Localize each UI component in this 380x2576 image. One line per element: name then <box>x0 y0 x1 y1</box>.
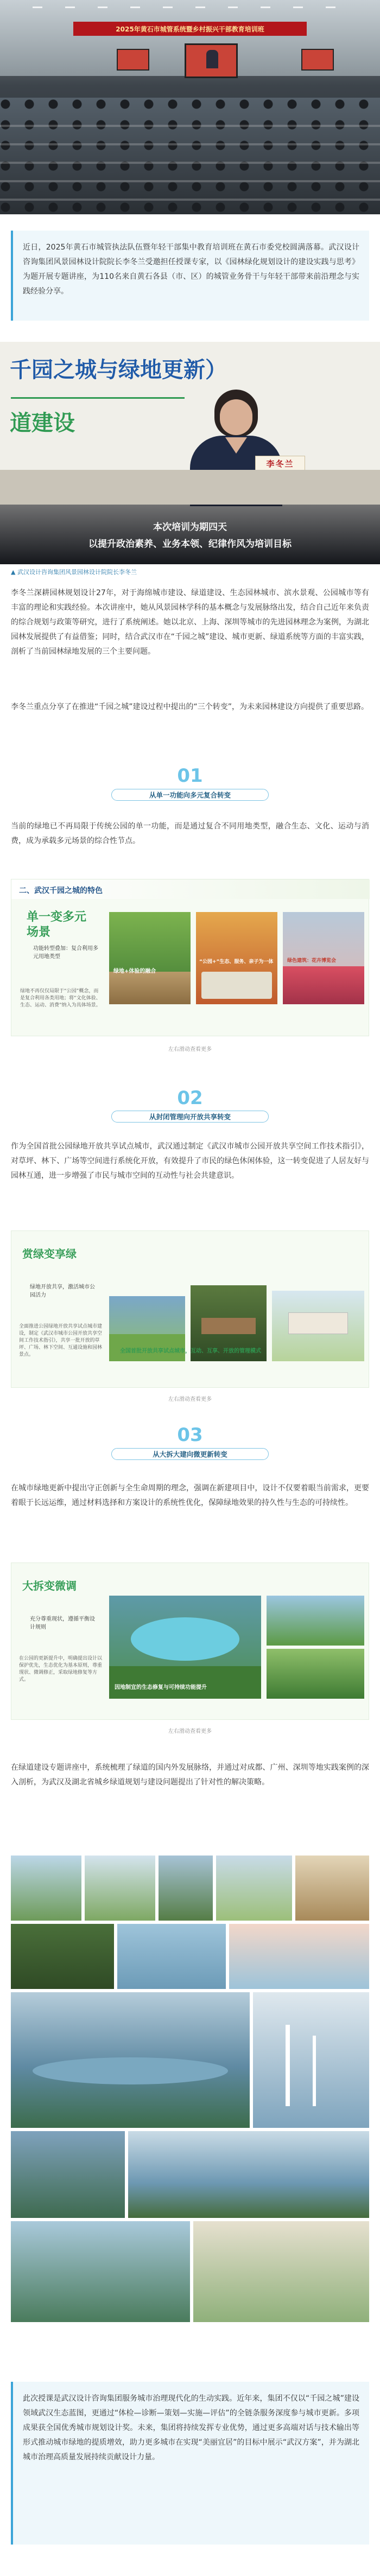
section-03-caption: 左右滑动查看更多 <box>168 1729 212 1735</box>
collage-photo-9 <box>11 1992 250 2128</box>
slide-02-sub: 绿地开放共享，激活城市公园活力 <box>30 1284 95 1298</box>
collage-photo-1 <box>11 1856 81 1921</box>
section-02-caption: 左右滑动查看更多 <box>168 1397 212 1402</box>
hero-caption-band <box>0 505 380 564</box>
meeting-photo <box>0 0 380 214</box>
slide-01-photo-3 <box>283 912 364 1004</box>
section-03-text: 在城市绿地更新中提出守正创新与全生命周期的理念，强调在新建项目中，设计不仅要着眼当前需求，更要着眼于长远运维，通过材料选择和方案设计的系统性优化，保障绿地效果的持久性与生态的可持续性。 <box>11 1484 369 1507</box>
slide-02-photo-3 <box>272 1291 364 1361</box>
nameplate <box>255 456 305 471</box>
slide-02-note: 全面推进公园绿地开放共享试点城市建设，制定《武汉市城市公园开放共享空间工作技术指引》，共享一批开放的草坪、广场、林下空间、互通设施和园林景点。 <box>19 1324 103 1357</box>
section-number: 03 <box>177 1424 203 1446</box>
section-03-title: 从大拆大建向微更新转变 <box>153 1450 227 1458</box>
meeting-banner-text: 2025年黄石市城管系统暨乡村振兴干部教育培训班 <box>116 25 264 33</box>
slide-01-note: 绿地不再仅仅局限于“公园”概念，而是复合利用各类用地；将“文化体验、生态、运动、消费”纳入为具体场景。 <box>20 989 101 1008</box>
section-03-heading <box>111 1448 269 1460</box>
para-2-text: 李冬兰重点分享了在推进“千园之城”建设过程中提出的“三个转变”，为未来园林建设方向提供了重要思路。 <box>11 703 369 711</box>
collage-photo-6 <box>11 1924 114 1989</box>
slide-03-heading: 大拆变微调 <box>22 1579 77 1592</box>
slide-01-title: 二、武汉千园之城的特色 <box>19 887 103 895</box>
slide-01-sub: 功能转型叠加：复合利用多元用地类型 <box>33 946 98 960</box>
collage-photo-13 <box>11 2221 190 2322</box>
section-01-text: 当前的绿地已不再局限于传统公园的单一功能，而是通过复合不同用地类型，融合生态、文化、运动与消费，成为承载多元场景的综合性节点。 <box>11 822 369 845</box>
slide-01-photo-1 <box>109 912 191 1004</box>
slide-03-photo-1 <box>109 1596 261 1699</box>
slide-01-photo-2 <box>196 912 277 1004</box>
slide-01-photo-2-label: “公园+”生态、服务、亲子为一体 <box>199 959 274 965</box>
slide-01-photo-1-label: 绿地+体验的融合 <box>113 968 156 974</box>
slide-03-photo-label: 因地制宜的生态修复与可持续功能提升 <box>115 1685 207 1691</box>
collage-photo-4 <box>216 1856 292 1921</box>
slide-02-photo-label: 全国首批开放共享试点城市，互动、互享、开放的管理模式 <box>120 1348 261 1354</box>
collage-photo-5 <box>295 1856 369 1921</box>
slide-03-photo-3 <box>267 1649 364 1699</box>
photo-caption-text: ▲ 武汉设计咨询集团风景园林设计院院长李冬兰 <box>11 569 137 576</box>
closing-card <box>11 2382 369 2545</box>
section-02-title: 从封闭管理向开放共享转变 <box>149 1113 231 1121</box>
section-02-heading <box>111 1111 269 1123</box>
collage-photo-3 <box>159 1856 213 1921</box>
collage-photo-10 <box>253 1992 369 2128</box>
slide-title-text: 千园之城与绿地更新） <box>10 358 227 382</box>
closing-text: 此次授课是武汉设计咨询集团服务城市治理现代化的生动实践。近年来，集团不仅以“千园之城”建设领域武汉生态蓝图，更通过“体检—诊断—策划—实施—评估”的全链条服务深度参与城市更新。多项成果获全国优秀城市规划设计奖。未来，集团将持续发挥专业优势，通过更多高端对话与技术输出等形式推动城市绿地的提质增效，助力更多城市在实现“美丽宜居”的目标中展示“武汉方案”，并为湖北城市治理高质量发展持续贡献设计力量。 <box>23 2394 359 2462</box>
intro-text: 近日，2025年黄石市城管执法队伍暨年轻干部集中教育培训班在黄石市委党校圆满落幕。武汉设计咨询集团风景园林设计院院长李冬兰受邀担任授课专家，以《园林绿化规划设计的建设实践与思考》为题开展专题讲座，为110名来自黄石各县（市、区）的城管业务骨干与年轻干部带来前沿理念与实践经验分享。 <box>23 243 359 296</box>
section-number: 02 <box>177 1087 203 1109</box>
slide-subtitle-text: 道建设 <box>10 411 75 436</box>
slide-02-heading: 赏绿变享绿 <box>22 1247 77 1260</box>
para-1-text: 李冬兰深耕园林规划设计27年，对于海绵城市建设、绿道建设、生态园林城市、滨水景观、公园城市等有丰富的理论和实践经验。本次讲座中，她从风景园林学科的基本概念与发展脉络出发，结合自己近年来负责的综合规划与政策等研究，进行了系统阐述。她以北京、上海、深圳等城市的先进园林理念为案例，为湖北园林发展提供了有益借鉴；同时，结合武汉市在“千园之城”建设、城市更新、绿道系统等方面的丰富实践，剖析了当前园林绿地发展的三个主要问题。 <box>11 589 369 656</box>
body-paragraph-1 <box>11 586 369 659</box>
section-01-heading <box>111 789 269 801</box>
slide-03-sub: 充分尊重现状，遵循平衡设计规则 <box>30 1616 95 1630</box>
section-01-paragraph <box>11 819 369 849</box>
body-paragraph-2 <box>11 700 369 715</box>
slide-01-heading: 单一变多元场景 <box>27 910 87 939</box>
hero-line-1: 本次培训为期四天 <box>153 522 227 533</box>
collage-photo-11 <box>11 2131 125 2218</box>
section-02-paragraph <box>11 1139 369 1183</box>
section-02-slide <box>11 1230 369 1388</box>
slide-01-photo-3-label: 绿色建筑：花卉博览会 <box>287 958 337 964</box>
collage-photo-2 <box>85 1856 155 1921</box>
photo-collage <box>11 1856 369 2322</box>
collage-photo-14 <box>193 2221 369 2322</box>
section-03-paragraph <box>11 1481 369 1510</box>
section-03-slide <box>11 1563 369 1720</box>
section-number: 01 <box>177 765 203 787</box>
section-01-slide <box>11 879 369 1036</box>
hero-photo <box>0 342 380 564</box>
photo-caption <box>11 568 369 576</box>
section-01-title: 从单一功能向多元复合转变 <box>149 791 231 799</box>
section-01-number <box>0 765 380 787</box>
intro-card <box>11 231 369 321</box>
section-01-caption: 左右滑动查看更多 <box>168 1047 212 1053</box>
section-02-number <box>0 1087 380 1109</box>
nameplate-text: 李冬兰 <box>266 458 294 469</box>
meeting-banner <box>73 22 307 36</box>
section-02-text: 作为全国首批公园绿地开放共享试点城市，武汉通过制定《武汉市城市公园开放共享空间工作技术指引》，对草坪、林下、广场等空间进行系统化开放，有效提升了市民的绿色休闲体验，这一转变促进了人居友好与园林互通，进一步增强了市民与城市空间的互动性与社会共建意识。 <box>11 1142 369 1180</box>
collage-photo-8 <box>229 1924 369 1989</box>
slide-03-note: 在公园的更新提升中，明确提出设计以保护优先，生态优化为基本原则，尊重现状、微调修正，采取绿地修复等方式。 <box>19 1656 103 1682</box>
collage-photo-7 <box>117 1924 226 1989</box>
para-3-text: 在绿道建设专题讲座中，系统梳理了绿道的国内外发展脉络，并通过对成都、广州、深圳等地实践案例的深入剖析，为武汉及湖北省城乡绿道规划与建设问题提出了针对性的解决策略。 <box>11 1763 369 1787</box>
section-03-number <box>0 1424 380 1446</box>
slide-03-photo-2 <box>267 1596 364 1646</box>
hero-line-2: 以提升政治素养、业务本领、纪律作风为培训目标 <box>88 539 292 550</box>
collage-photo-12 <box>128 2131 369 2218</box>
body-paragraph-3 <box>11 1761 369 1790</box>
